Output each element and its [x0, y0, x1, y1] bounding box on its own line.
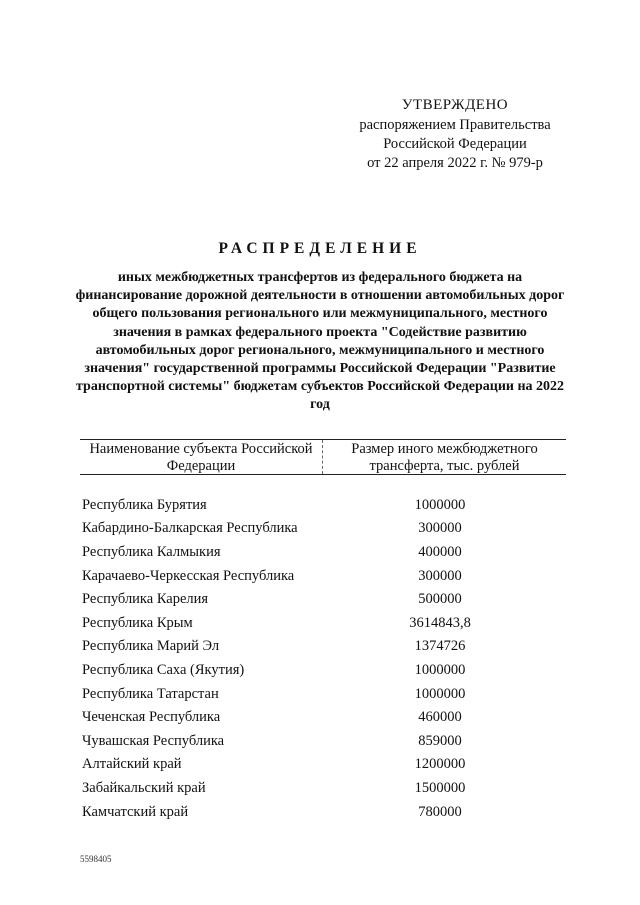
- table-row: [82, 517, 568, 541]
- transfer-amount: 1374726: [414, 638, 466, 655]
- table-row: [82, 776, 568, 800]
- transfer-amount: 460000: [418, 709, 462, 726]
- table-row: [82, 753, 568, 777]
- table-row: [82, 540, 568, 564]
- document-code: 5598405: [80, 854, 112, 864]
- subject-name: Карачаево-Черкесская Республика: [82, 567, 295, 584]
- table-body: [82, 493, 568, 823]
- transfer-amount: 500000: [418, 591, 462, 608]
- transfer-amount: 780000: [418, 803, 462, 820]
- transfer-amount: 1500000: [414, 779, 466, 796]
- table-row: [82, 705, 568, 729]
- approved-label: УТВЕРЖДЕНО: [401, 97, 509, 113]
- table-row: [82, 635, 568, 659]
- approval-block: [330, 96, 580, 173]
- document-subtitle: иных межбюджетных трансфертов из федерального бюджета на финансирование дорожной деятельности в отношении автомобильных дорог общего пользования регионального или межмуниципального, местного значения в рамках федерального проекта "Содействие развитию автомобильных дорог регионального, межмуниципального и местного значения" государственной программы Российской Федерации "Развитие транспортной системы" бюджетам субъектов Российской Федерации на 2022 год: [75, 270, 565, 413]
- transfer-amount: 1000000: [414, 496, 466, 513]
- table-row: [82, 564, 568, 588]
- table-row: [82, 587, 568, 611]
- subject-name: Алтайский край: [82, 756, 182, 773]
- header-transfer-amount: Размер иного межбюджетного трансферта, тыс. рублей: [351, 441, 538, 474]
- subject-name: Республика Калмыкия: [82, 543, 221, 560]
- transfer-amount: 400000: [418, 543, 462, 560]
- approval-line-3: от 22 апреля 2022 г. № 979-р: [367, 155, 543, 171]
- subject-name: Республика Татарстан: [82, 685, 219, 702]
- table-row: [82, 800, 568, 824]
- subject-name: Республика Саха (Якутия): [82, 661, 245, 678]
- subject-name: Республика Марий Эл: [82, 638, 220, 655]
- transfer-amount: 1000000: [414, 661, 466, 678]
- table-row: [82, 729, 568, 753]
- subject-name: Забайкальский край: [82, 779, 206, 796]
- table-row: [82, 611, 568, 635]
- subject-name: Кабардино-Балкарская Республика: [82, 520, 298, 537]
- document-title: РАСПРЕДЕЛЕНИЕ: [218, 240, 422, 257]
- transfer-amount: 3614843,8: [409, 614, 471, 631]
- transfer-amount: 1000000: [414, 685, 466, 702]
- subject-name: Чеченская Республика: [82, 709, 221, 726]
- table-header: [80, 439, 566, 475]
- subject-name: Республика Крым: [82, 614, 193, 631]
- transfer-amount: 300000: [418, 520, 462, 537]
- transfer-amount: 859000: [418, 732, 462, 749]
- table-row: [82, 493, 568, 517]
- subject-name: Республика Бурятия: [82, 496, 207, 513]
- table-row: [82, 682, 568, 706]
- subject-name: Камчатский край: [82, 803, 189, 820]
- transfer-amount: 1200000: [414, 756, 466, 773]
- subject-name: Республика Карелия: [82, 591, 209, 608]
- header-subject-name: Наименование субъекта Российской Федерации: [80, 440, 323, 474]
- subject-name: Чувашская Республика: [82, 732, 225, 749]
- approval-line-2: Российской Федерации: [383, 136, 527, 152]
- transfer-amount: 300000: [418, 567, 462, 584]
- approval-line-1: распоряжением Правительства: [359, 117, 551, 133]
- table-row: [82, 658, 568, 682]
